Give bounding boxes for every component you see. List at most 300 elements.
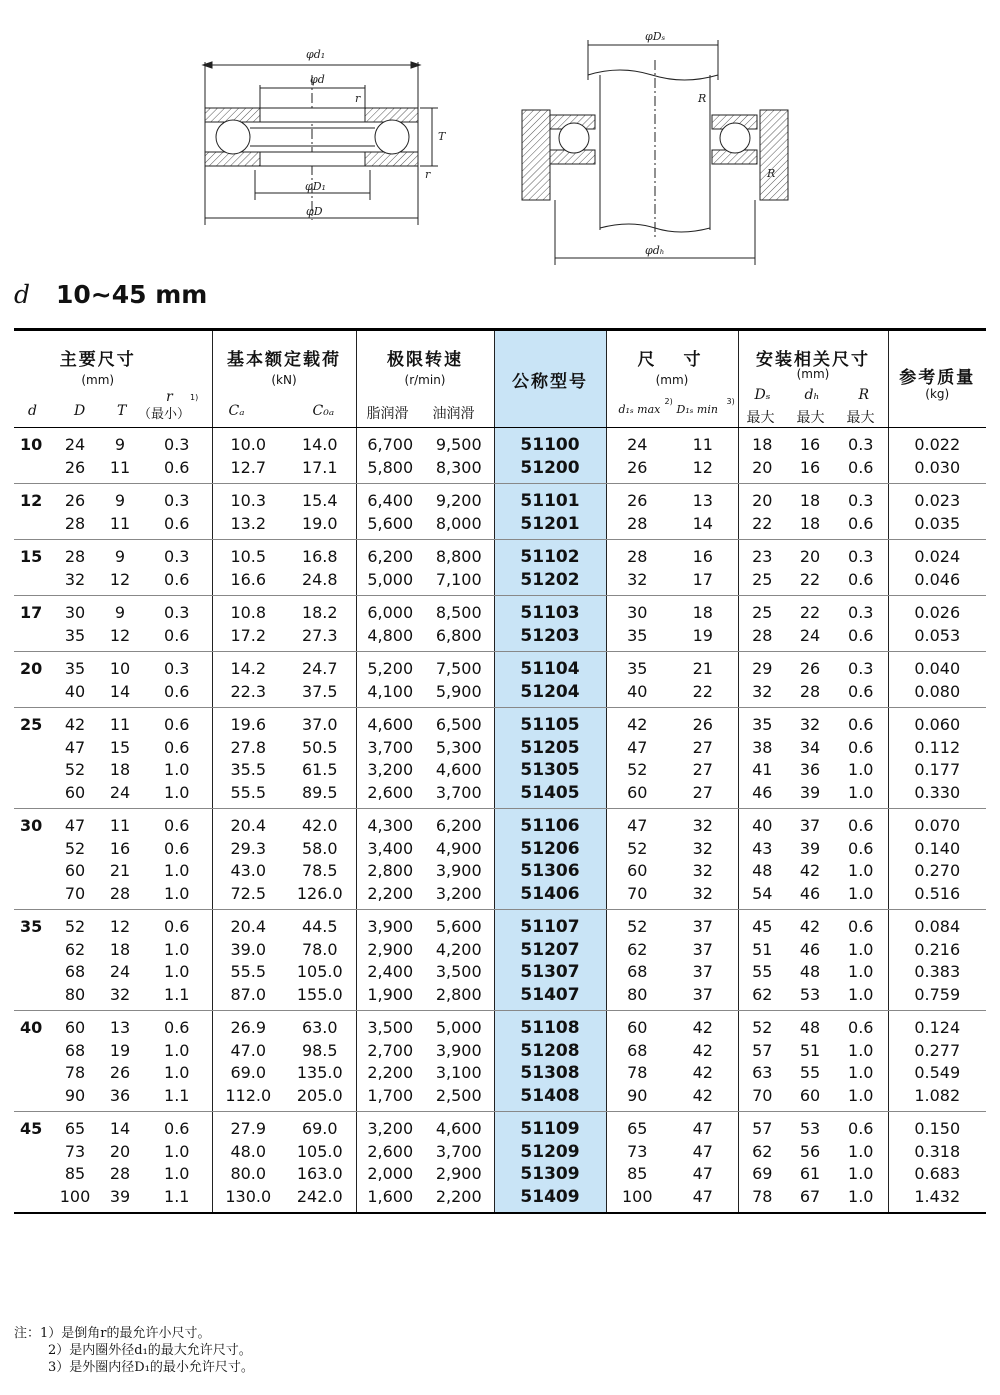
Ds-max-value: 48 <box>752 861 773 880</box>
dh-max-value: 28 <box>799 681 821 701</box>
footnote-1: 注：1）是倒角r的最允许小尺寸。 <box>14 1326 211 1341</box>
d1s-max-value: 80 <box>627 984 648 1004</box>
static-load-value: 37.5 <box>301 681 338 701</box>
speed-grease-value: 1,600 <box>367 1186 414 1206</box>
Ds-max-value: 55 <box>752 962 773 981</box>
Ds-max-value: 40 <box>752 816 773 835</box>
outer-diameter-value: 28 <box>64 513 86 533</box>
fillet-r-value: 0.3 <box>164 491 190 510</box>
header-mount-unit: (mm) <box>796 367 830 381</box>
outer-diameter-cell <box>52 910 98 1011</box>
mass-value: 0.549 <box>914 1063 961 1082</box>
header-size-title: 尺 寸 <box>637 350 707 370</box>
speed-oil-value: 3,100 <box>435 1063 482 1082</box>
fillet-r-cell <box>142 910 212 1011</box>
height-value: 10 <box>109 659 131 678</box>
speed-grease-cell <box>356 540 424 596</box>
static-load-value: 78.0 <box>301 939 338 959</box>
header-r: r <box>166 389 173 405</box>
R-max-cell <box>834 596 888 652</box>
bore-d-cell <box>14 708 52 809</box>
mass-value: 0.150 <box>914 1119 961 1138</box>
fillet-r-cell <box>142 708 212 809</box>
height-value: 11 <box>109 513 131 533</box>
height-cell <box>98 596 142 652</box>
outer-diameter-cell <box>52 809 98 910</box>
model-number-value: 51202 <box>520 569 580 590</box>
d1s-max-value: 68 <box>627 1040 648 1060</box>
mass-value: 0.140 <box>914 838 961 858</box>
header-mount <box>738 330 888 428</box>
mass-value: 0.516 <box>914 883 961 903</box>
speed-grease-value: 4,600 <box>367 715 414 734</box>
height-value: 32 <box>109 984 131 1004</box>
dh-max-value: 51 <box>799 1040 821 1060</box>
header-R: R <box>858 387 870 403</box>
Ds-max-value: 32 <box>752 681 773 701</box>
height-cell <box>98 1112 142 1214</box>
model-number-cell <box>494 708 606 809</box>
dh-max-cell <box>786 1011 834 1112</box>
mass-cell <box>888 910 986 1011</box>
mass-value: 0.046 <box>914 569 961 589</box>
outer-diameter-cell <box>52 596 98 652</box>
D1s-min-value: 27 <box>692 737 713 757</box>
D1s-min-value: 22 <box>692 681 713 701</box>
d1s-max-cell <box>606 708 668 809</box>
label-r-top: r <box>355 92 361 105</box>
dh-max-value: 46 <box>799 883 821 903</box>
Ds-max-cell <box>738 809 786 910</box>
fillet-r-cell <box>142 1011 212 1112</box>
fillet-r-value: 1.0 <box>164 883 190 903</box>
d1s-max-value: 60 <box>627 782 648 802</box>
outer-diameter-value: 26 <box>64 491 86 510</box>
header-note2: 2) <box>664 397 673 406</box>
height-cell <box>98 540 142 596</box>
fillet-r-value: 0.6 <box>164 715 190 734</box>
Ds-max-value: 35 <box>752 715 773 734</box>
speed-oil-value: 4,900 <box>435 838 482 858</box>
D1s-min-value: 37 <box>692 917 713 936</box>
dh-max-value: 53 <box>799 1119 821 1138</box>
d1s-max-value: 52 <box>627 838 648 858</box>
outer-diameter-value: 52 <box>64 838 86 858</box>
d1s-max-value: 62 <box>627 939 648 959</box>
speed-oil-cell <box>424 428 494 484</box>
fillet-r-value: 0.6 <box>164 681 190 701</box>
static-load-value: 27.3 <box>301 625 338 645</box>
bore-d-value: 40 <box>20 1018 43 1037</box>
fillet-r-value: 0.6 <box>164 625 190 645</box>
dh-max-value: 61 <box>799 1164 821 1183</box>
d1s-max-value: 60 <box>627 861 648 880</box>
D1s-min-value: 27 <box>692 760 713 779</box>
Ds-max-value: 22 <box>752 513 773 533</box>
header-speed-title: 极限转速 <box>387 350 463 370</box>
header-mass <box>888 330 986 428</box>
R-max-value: 0.6 <box>848 457 874 477</box>
mass-value: 0.023 <box>914 491 961 510</box>
dynamic-load-value: 27.8 <box>230 737 267 757</box>
bore-d-cell <box>14 428 52 484</box>
d1s-max-value: 52 <box>627 760 648 779</box>
speed-oil-value: 8,300 <box>435 457 482 477</box>
static-load-value: 61.5 <box>301 760 338 779</box>
dynamic-load-cell <box>212 708 284 809</box>
speed-oil-cell <box>424 1112 494 1214</box>
fillet-r-value: 1.1 <box>164 1085 190 1105</box>
D1s-min-value: 12 <box>692 457 713 477</box>
static-load-cell <box>284 1011 356 1112</box>
footnote-3: 3）是外圈内径D₁的最小允许尺寸。 <box>48 1360 254 1375</box>
dynamic-load-value: 20.4 <box>230 816 267 835</box>
static-load-value: 14.0 <box>301 435 338 454</box>
bore-d-cell <box>14 1011 52 1112</box>
height-value: 12 <box>109 917 131 936</box>
mass-cell <box>888 708 986 809</box>
speed-grease-cell <box>356 1112 424 1214</box>
d1s-max-value: 28 <box>627 513 648 533</box>
speed-oil-value: 4,600 <box>435 1119 482 1138</box>
static-load-value: 242.0 <box>296 1186 343 1206</box>
header-d: d <box>28 403 37 419</box>
header-mount-title: 安装相关尺寸 <box>756 350 870 370</box>
model-number-value: 51203 <box>520 625 580 646</box>
model-number-cell <box>494 428 606 484</box>
R-max-value: 0.6 <box>848 816 874 835</box>
d1s-max-value: 78 <box>627 1063 648 1082</box>
outer-diameter-value: 60 <box>64 861 86 880</box>
dh-max-cell <box>786 540 834 596</box>
dh-max-cell <box>786 596 834 652</box>
static-load-value: 19.0 <box>301 513 338 533</box>
mass-cell <box>888 428 986 484</box>
D1s-min-value: 27 <box>692 782 713 802</box>
Ds-max-cell <box>738 596 786 652</box>
mass-value: 0.053 <box>914 625 961 645</box>
height-value: 28 <box>109 883 131 903</box>
D1s-min-value: 11 <box>692 435 713 454</box>
Ds-max-value: 18 <box>752 435 773 454</box>
D1s-min-cell <box>668 652 738 708</box>
fillet-r-cell <box>142 1112 212 1214</box>
outer-diameter-value: 78 <box>64 1063 86 1082</box>
speed-grease-value: 4,100 <box>367 681 414 701</box>
dynamic-load-cell <box>212 1011 284 1112</box>
model-number-value: 51102 <box>520 547 580 567</box>
model-number-value: 51309 <box>520 1164 580 1184</box>
speed-oil-cell <box>424 540 494 596</box>
static-load-cell <box>284 652 356 708</box>
R-max-cell <box>834 910 888 1011</box>
header-oil: 油润滑 <box>432 406 475 422</box>
header-mass-unit: (kg) <box>925 387 950 401</box>
outer-diameter-value: 35 <box>64 659 86 678</box>
dh-max-value: 16 <box>799 457 821 477</box>
header-mass-title: 参考质量 <box>899 368 976 388</box>
speed-grease-value: 2,200 <box>367 1063 414 1082</box>
outer-diameter-value: 42 <box>64 715 86 734</box>
label-Ds: φDₛ <box>645 30 666 43</box>
dh-max-value: 42 <box>799 861 821 880</box>
fillet-r-value: 0.6 <box>164 1119 190 1138</box>
speed-grease-value: 2,000 <box>367 1164 414 1183</box>
speed-grease-value: 6,200 <box>367 547 414 566</box>
table-group-row <box>14 540 986 596</box>
dh-max-value: 20 <box>799 547 821 566</box>
header-load-title: 基本额定载荷 <box>227 350 341 370</box>
header-r-note: 1) <box>190 393 199 402</box>
header-D: D <box>74 403 86 419</box>
mass-value: 0.084 <box>914 917 961 936</box>
fillet-r-cell <box>142 809 212 910</box>
mass-cell <box>888 652 986 708</box>
outer-diameter-cell <box>52 652 98 708</box>
d1s-max-value: 65 <box>627 1119 648 1138</box>
dynamic-load-value: 39.0 <box>230 939 267 959</box>
dynamic-load-value: 16.6 <box>230 569 267 589</box>
static-load-value: 50.5 <box>301 737 338 757</box>
mass-value: 0.383 <box>914 962 961 981</box>
model-number-value: 51306 <box>520 861 580 881</box>
outer-diameter-value: 24 <box>64 435 86 454</box>
header-speed <box>356 330 494 428</box>
fillet-r-value: 1.0 <box>164 1141 190 1161</box>
speed-grease-value: 2,900 <box>367 939 414 959</box>
outer-diameter-value: 32 <box>64 569 86 589</box>
mass-value: 0.124 <box>914 1018 961 1037</box>
d1s-max-cell <box>606 428 668 484</box>
Ds-max-value: 63 <box>752 1063 773 1082</box>
static-load-value: 58.0 <box>301 838 338 858</box>
dh-max-value: 53 <box>799 984 821 1004</box>
dh-max-value: 56 <box>799 1141 821 1161</box>
fillet-r-value: 1.0 <box>164 1063 190 1082</box>
dynamic-load-value: 26.9 <box>230 1018 267 1037</box>
height-value: 20 <box>109 1141 131 1161</box>
R-max-value: 0.6 <box>848 715 874 734</box>
speed-oil-value: 7,100 <box>435 569 482 589</box>
height-value: 26 <box>109 1063 131 1082</box>
dh-max-value: 22 <box>799 603 821 622</box>
bore-d-cell <box>14 910 52 1011</box>
table-group-row <box>14 652 986 708</box>
speed-oil-cell <box>424 708 494 809</box>
speed-oil-value: 3,900 <box>435 861 482 880</box>
outer-diameter-value: 26 <box>64 457 86 477</box>
dynamic-load-value: 27.9 <box>230 1119 267 1138</box>
height-value: 18 <box>109 939 131 959</box>
height-value: 12 <box>109 625 131 645</box>
d1s-max-value: 85 <box>627 1164 648 1183</box>
static-load-cell <box>284 910 356 1011</box>
bore-d-value: 20 <box>20 659 43 678</box>
fillet-r-value: 0.3 <box>164 547 190 566</box>
height-value: 14 <box>109 681 131 701</box>
D1s-min-value: 26 <box>692 715 713 734</box>
mass-cell <box>888 809 986 910</box>
R-max-value: 0.6 <box>848 737 874 757</box>
speed-grease-cell <box>356 809 424 910</box>
fillet-r-value: 0.6 <box>164 838 190 858</box>
header-Ds: Dₛ <box>754 387 771 403</box>
mass-value: 1.082 <box>914 1085 961 1105</box>
header-model <box>494 330 606 428</box>
speed-grease-value: 5,800 <box>367 457 414 477</box>
mounting-diagram <box>522 40 788 265</box>
d1s-max-cell <box>606 484 668 540</box>
speed-oil-cell <box>424 1011 494 1112</box>
d1s-max-cell <box>606 910 668 1011</box>
Ds-max-value: 62 <box>752 1141 773 1161</box>
model-number-cell <box>494 596 606 652</box>
fillet-r-value: 1.0 <box>164 962 190 981</box>
outer-diameter-value: 73 <box>64 1141 86 1161</box>
height-value: 36 <box>109 1085 131 1105</box>
dynamic-load-value: 12.7 <box>230 457 267 477</box>
d1s-max-cell <box>606 652 668 708</box>
header-size <box>606 330 738 428</box>
mass-value: 0.177 <box>914 760 961 779</box>
D1s-min-value: 47 <box>692 1141 713 1161</box>
R-max-cell <box>834 540 888 596</box>
R-max-value: 1.0 <box>848 883 874 903</box>
speed-grease-value: 4,300 <box>367 816 414 835</box>
model-number-value: 51305 <box>520 760 580 780</box>
model-number-value: 51201 <box>520 513 580 534</box>
speed-grease-cell <box>356 910 424 1011</box>
mass-value: 0.060 <box>914 715 961 734</box>
speed-grease-value: 6,700 <box>367 435 414 454</box>
speed-grease-value: 5,600 <box>367 513 414 533</box>
speed-oil-value: 3,700 <box>435 782 482 802</box>
speed-oil-cell <box>424 596 494 652</box>
fillet-r-cell <box>142 484 212 540</box>
d1s-max-value: 35 <box>627 625 648 645</box>
bore-d-value: 35 <box>20 917 43 936</box>
Ds-max-value: 20 <box>752 491 773 510</box>
d1s-max-value: 47 <box>627 816 648 835</box>
height-value: 14 <box>109 1119 131 1138</box>
speed-oil-value: 2,500 <box>435 1085 482 1105</box>
mass-value: 0.318 <box>914 1141 961 1161</box>
R-max-value: 1.0 <box>848 1085 874 1105</box>
d1s-max-value: 47 <box>627 737 648 757</box>
model-number-value: 51407 <box>520 984 580 1005</box>
footnote-2: 2）是内圈外径d₁的最大允许尺寸。 <box>48 1343 252 1358</box>
outer-diameter-value: 80 <box>64 984 86 1004</box>
speed-grease-value: 2,200 <box>367 883 414 903</box>
Ds-max-value: 78 <box>752 1186 773 1206</box>
dh-max-value: 46 <box>799 939 821 959</box>
dynamic-load-value: 10.0 <box>230 435 267 454</box>
Ds-max-value: 28 <box>752 625 773 645</box>
dh-max-value: 26 <box>799 659 821 678</box>
static-load-value: 42.0 <box>301 816 338 835</box>
header-d1s: d₁ₛ max <box>618 403 661 416</box>
speed-grease-value: 3,900 <box>367 917 414 936</box>
speed-oil-value: 8,800 <box>435 547 482 566</box>
height-value: 24 <box>109 782 131 802</box>
Ds-max-value: 45 <box>752 917 773 936</box>
R-max-value: 1.0 <box>848 1040 874 1060</box>
dynamic-load-value: 20.4 <box>230 917 267 936</box>
bore-d-cell <box>14 484 52 540</box>
static-load-value: 98.5 <box>301 1040 338 1060</box>
D1s-min-value: 42 <box>692 1063 713 1082</box>
bore-d-value: 25 <box>20 715 43 734</box>
bearing-diagrams <box>0 0 1000 275</box>
outer-diameter-cell <box>52 1011 98 1112</box>
static-load-cell <box>284 708 356 809</box>
speed-grease-cell <box>356 652 424 708</box>
model-number-value: 51101 <box>520 491 580 511</box>
model-number-value: 51208 <box>520 1040 580 1061</box>
D1s-min-value: 19 <box>692 625 713 645</box>
speed-oil-value: 6,800 <box>435 625 482 645</box>
speed-oil-cell <box>424 910 494 1011</box>
outer-diameter-value: 68 <box>64 1040 86 1060</box>
bore-d-value: 45 <box>20 1119 43 1138</box>
table-group-row <box>14 428 986 484</box>
D1s-min-value: 32 <box>692 816 713 835</box>
bore-d-value: 12 <box>20 491 43 510</box>
R-max-value: 0.6 <box>848 569 874 589</box>
d1s-max-value: 70 <box>627 883 648 903</box>
static-load-value: 24.7 <box>301 659 338 678</box>
outer-diameter-value: 100 <box>59 1186 91 1206</box>
dh-max-cell <box>786 708 834 809</box>
static-load-value: 89.5 <box>301 782 338 802</box>
speed-grease-value: 3,500 <box>367 1018 414 1037</box>
outer-diameter-value: 47 <box>64 816 86 835</box>
static-load-value: 78.5 <box>301 861 338 880</box>
D1s-min-value: 32 <box>692 838 713 858</box>
speed-oil-value: 5,600 <box>435 917 482 936</box>
outer-diameter-value: 40 <box>64 681 86 701</box>
d1s-max-value: 26 <box>627 457 648 477</box>
fillet-r-value: 1.0 <box>164 1164 190 1183</box>
Ds-max-cell <box>738 1011 786 1112</box>
fillet-r-value: 1.1 <box>164 1186 190 1206</box>
height-value: 24 <box>109 962 131 981</box>
D1s-min-cell <box>668 1112 738 1214</box>
dh-max-value: 48 <box>799 962 821 981</box>
D1s-min-value: 47 <box>692 1186 713 1206</box>
Ds-max-value: 57 <box>752 1119 773 1138</box>
static-load-cell <box>284 1112 356 1214</box>
height-value: 15 <box>109 737 131 757</box>
outer-diameter-value: 70 <box>64 883 86 903</box>
speed-oil-cell <box>424 809 494 910</box>
model-number-cell <box>494 652 606 708</box>
d1s-max-cell <box>606 540 668 596</box>
Ds-max-value: 41 <box>752 760 773 779</box>
label-d1: φd₁ <box>306 48 326 61</box>
model-number-value: 51209 <box>520 1141 580 1162</box>
model-number-value: 51105 <box>520 715 580 735</box>
static-load-cell <box>284 540 356 596</box>
model-number-value: 51204 <box>520 681 580 702</box>
height-value: 28 <box>109 1164 131 1183</box>
mass-cell <box>888 1112 986 1214</box>
R-max-cell <box>834 484 888 540</box>
model-number-value: 51103 <box>520 603 580 623</box>
outer-diameter-value: 85 <box>64 1164 86 1183</box>
height-value: 16 <box>109 838 131 858</box>
speed-oil-value: 2,900 <box>435 1164 482 1183</box>
